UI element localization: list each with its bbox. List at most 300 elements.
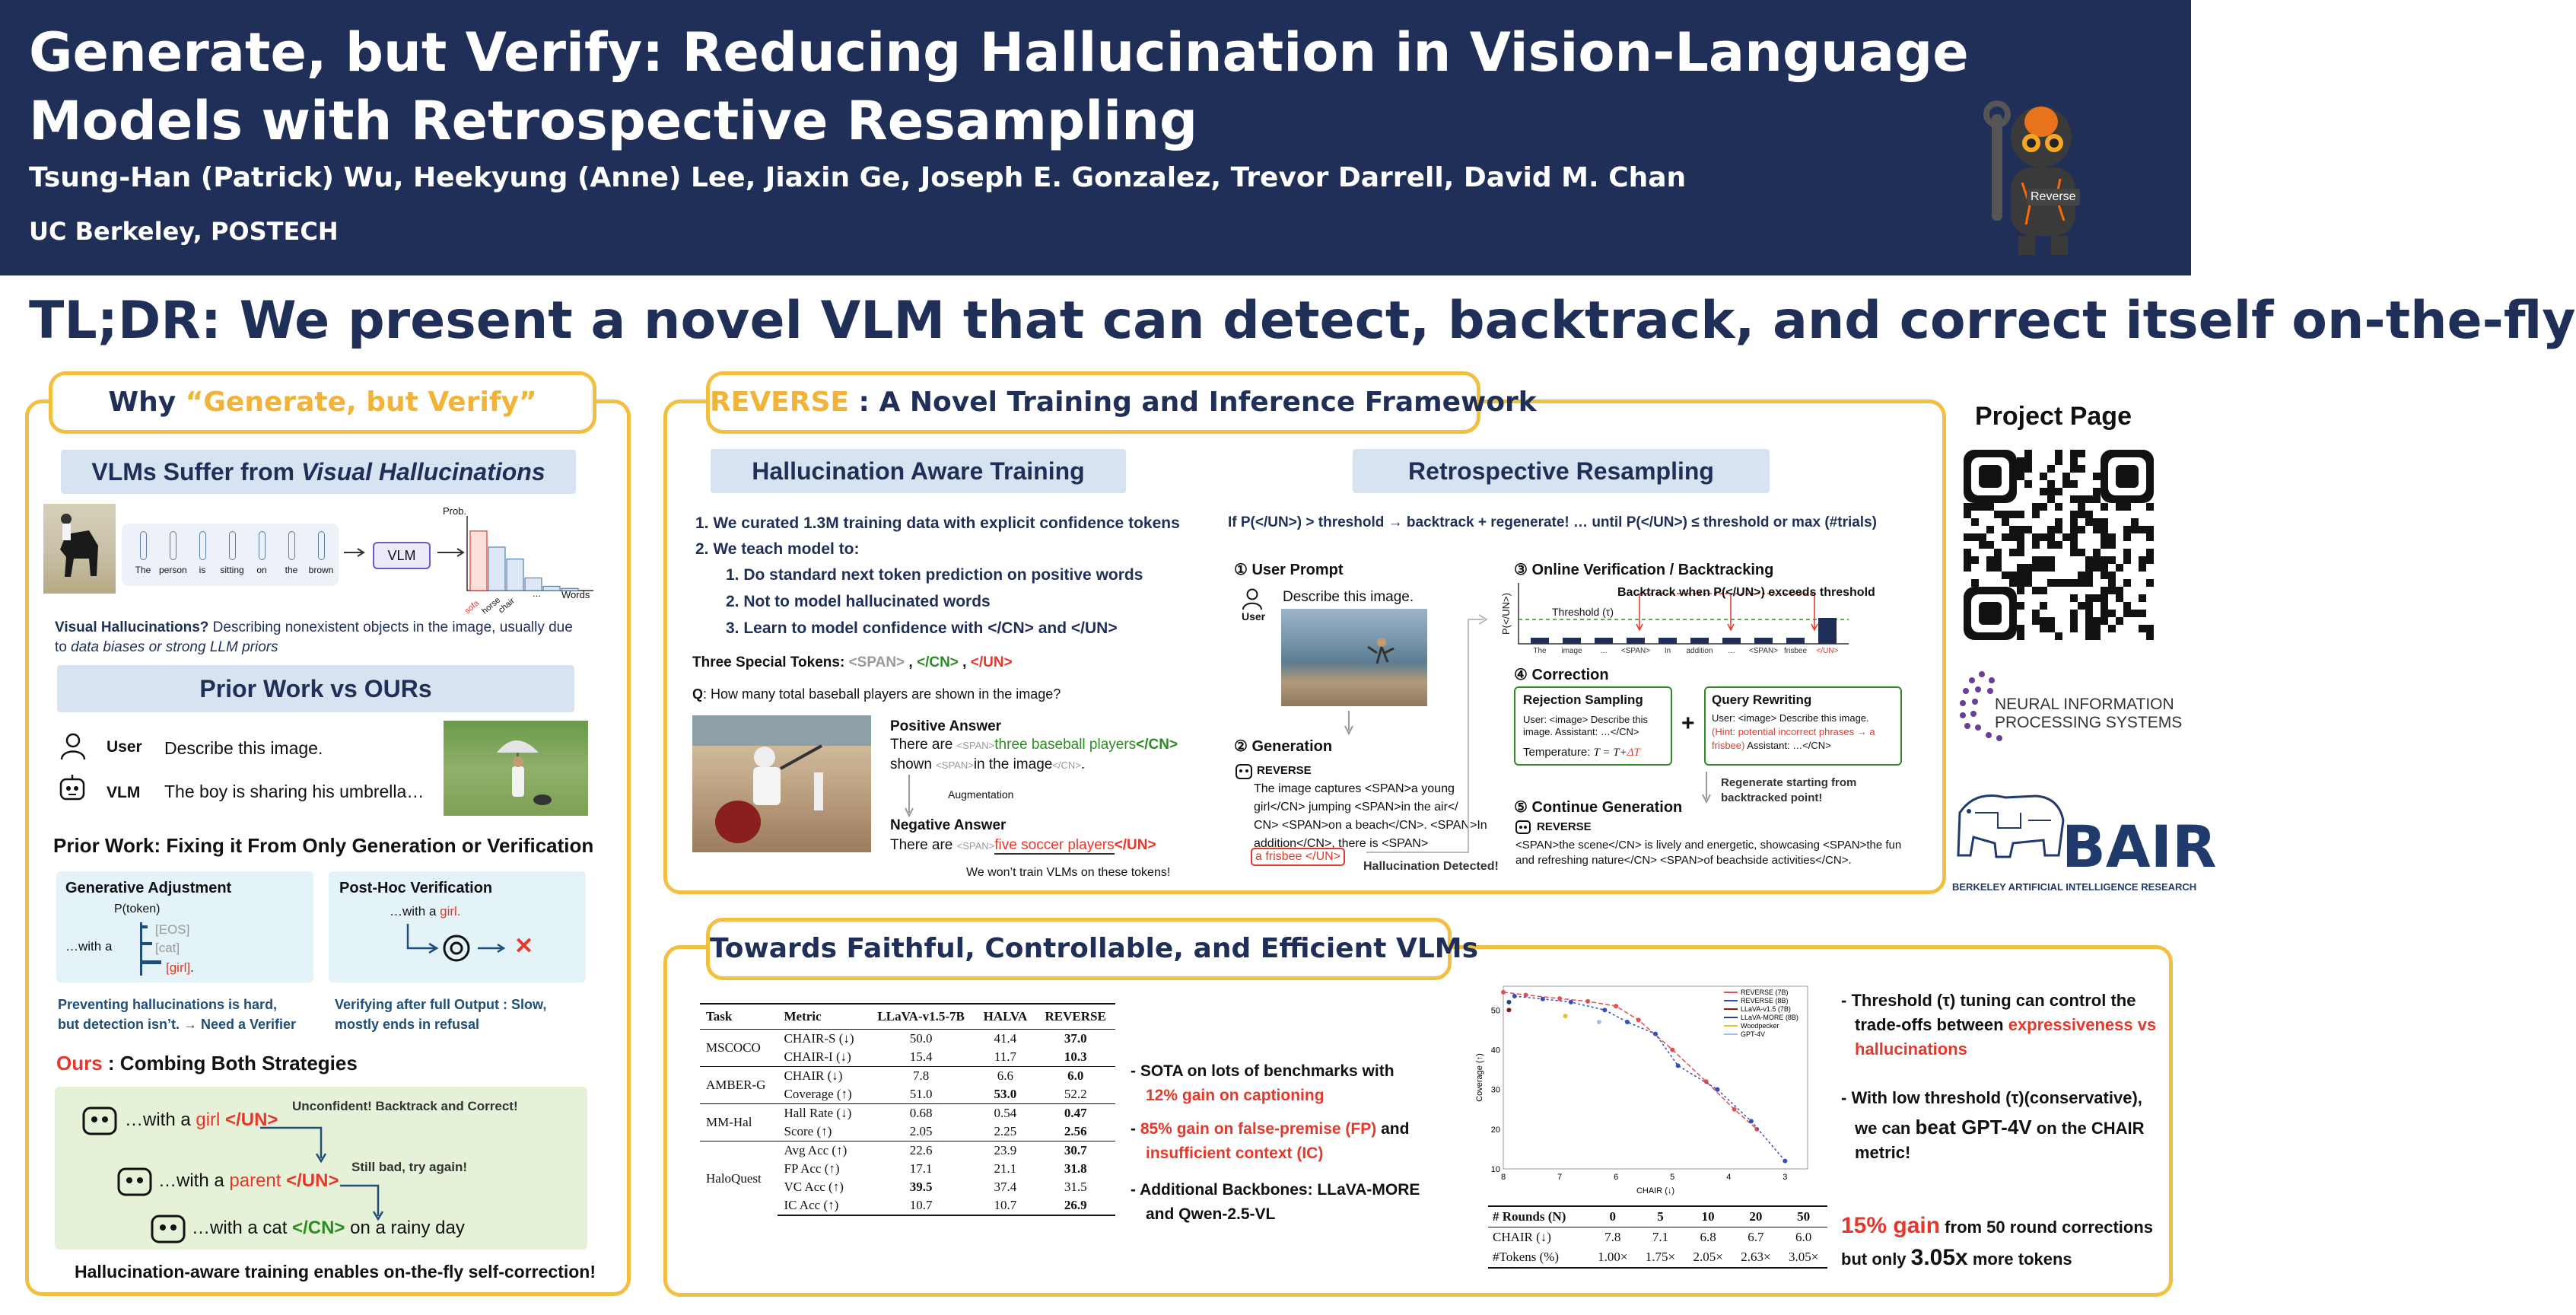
neurips-text-1: NEURAL INFORMATION [1995, 696, 2174, 713]
table-cell: Score (↑) [784, 1124, 832, 1138]
table-cell: CHAIR-I (↓) [784, 1049, 851, 1064]
qr-module [2055, 450, 2062, 457]
post-caption-1: Verifying after full Output : Slow, [335, 997, 547, 1012]
qr-module [2116, 503, 2123, 511]
verify-word-2: … [1600, 647, 1608, 655]
qr-module [2093, 556, 2101, 564]
qr-module [2047, 465, 2055, 473]
qr-module [2032, 610, 2040, 617]
qr-module [2085, 632, 2093, 640]
robot-icon-2 [116, 1164, 154, 1203]
hat-item-2: 2. We teach model to: [695, 540, 860, 558]
verify-word-5: addition [1686, 647, 1713, 655]
rounds-cell: 3.05× [1779, 1247, 1827, 1268]
qr-module [2002, 511, 2009, 518]
pos-c: shown [890, 756, 937, 772]
qr-module [2139, 625, 2146, 632]
table-row [700, 1141, 1115, 1161]
qr-module [2116, 617, 2123, 625]
umbrella-photo [444, 721, 588, 816]
gen-text-4: addition</CN>, there is <SPAN> [1254, 837, 1429, 850]
cap-a: Visual Hallucinations? [55, 619, 209, 635]
question [692, 686, 1061, 702]
series-point-0 [1585, 999, 1590, 1004]
table-cell: 17.1 [909, 1161, 933, 1176]
table-cell: Avg Acc (↑) [778, 1141, 867, 1161]
verify-word-0: The [1533, 647, 1547, 655]
task-cell: MSCOCO [700, 1030, 778, 1067]
table-cell: 31.8 [1064, 1161, 1087, 1176]
qr-module [2070, 625, 2078, 632]
mascot-label: Reverse [2027, 189, 2080, 205]
qr-finder-inner-1 [2116, 465, 2139, 488]
why-title-a: Why [108, 387, 186, 418]
qr-module [2108, 541, 2116, 549]
step5-title: ⑤ Continue Generation [1514, 799, 1683, 816]
qr-module [1994, 556, 2002, 564]
qr-module [2002, 533, 2009, 541]
qr-module [2078, 503, 2085, 511]
qr-module [2085, 572, 2093, 579]
bullet-2: - 85% gain on false-premise (FP) and [1131, 1120, 1410, 1138]
qr-module [2108, 587, 2116, 594]
table-header-cell: LLaVA-v1.5-7B [867, 1004, 975, 1030]
right-1b [1841, 1015, 2156, 1035]
qr-module [2078, 549, 2085, 556]
table-cell: 30.7 [1035, 1141, 1115, 1161]
poster-title: Generate, but Verify: Reducing Hallucination in Vision-Language Models with Retrospective Resampling [29, 21, 1969, 152]
series-point-1 [1512, 994, 1517, 998]
table-cell: FP Acc (↑) [784, 1161, 840, 1176]
right-1a: - Threshold (τ) tuning can control the [1841, 991, 2136, 1010]
gen-text-3: CN> <SPAN>on a beach</CN>. <SPAN>In [1254, 819, 1487, 832]
verify-word-9: </UN> [1816, 647, 1839, 655]
qr-module [2085, 594, 2093, 602]
qr-a: User: <image> Describe this image. [1712, 712, 1869, 724]
why-panel-title [49, 371, 596, 434]
pos-line-1 [890, 737, 1178, 753]
qr-module [2070, 511, 2078, 518]
qr-module [2040, 533, 2047, 541]
qr-module [2047, 625, 2055, 632]
step-line-1 [125, 1110, 278, 1131]
pos-cn: </CN> [1136, 737, 1178, 753]
neg-line [890, 837, 1156, 854]
vlm-message: The boy is sharing his umbrella… [164, 782, 425, 801]
qr-module [2009, 526, 2017, 533]
cap-c: to [55, 639, 72, 655]
posthoc-arrow-2 [478, 942, 508, 958]
qr-module [2085, 602, 2093, 610]
series-point-0 [1732, 1107, 1737, 1112]
special-tokens [692, 654, 1013, 671]
qr-module [2055, 503, 2062, 511]
rounds-cell: 6.8 [1700, 1230, 1716, 1244]
qr-module [2123, 602, 2131, 610]
regen-2: backtracked point! [1721, 791, 1823, 804]
task-cell: HaloQuest [700, 1141, 778, 1216]
series-point-1 [1749, 1119, 1754, 1123]
table-cell: 52.2 [1064, 1087, 1087, 1101]
qr-module [2116, 594, 2123, 602]
qr-module [2024, 480, 2032, 488]
why-title-b: “Generate, but Verify” [185, 387, 537, 418]
legend-label-1: REVERSE (8B) [1741, 997, 1789, 1005]
down-arrow-2 [1701, 772, 1712, 809]
series-line-0 [1503, 992, 1757, 1129]
step1-title: ① User Prompt [1234, 562, 1344, 578]
qr-module [2123, 556, 2131, 564]
prior-heading: Prior Work: Fixing it From Only Generation or Verification [53, 834, 594, 857]
user-label: User [107, 738, 142, 756]
qr-module [2139, 556, 2146, 564]
token-box-5 [288, 531, 295, 560]
qr-module [2017, 457, 2024, 465]
right-2e: metric! [1855, 1143, 1911, 1162]
qr-module [2070, 617, 2078, 625]
rej-temp-b: ΔT [1627, 747, 1640, 759]
qr-module [2101, 503, 2108, 511]
plus-sign: + [1681, 711, 1695, 736]
qr-module [2055, 579, 2062, 587]
p-un-label: P(</UN>) [1500, 593, 1512, 635]
qr-module [1964, 564, 1971, 572]
pos-cn2: </CN> [1052, 759, 1081, 771]
qr-module [2017, 625, 2024, 632]
qr-module [2047, 480, 2055, 488]
qr-module [2017, 526, 2024, 533]
table-cell: 10.7 [867, 1196, 975, 1215]
r3-a: 15% gain [1841, 1213, 1941, 1238]
qr-module [2070, 549, 2078, 556]
tok-cn: </CN> [916, 654, 959, 670]
r1-b: trade-offs between [1855, 1015, 2008, 1034]
s2-a: …with a [158, 1170, 230, 1191]
authors: Tsung-Han (Patrick) Wu, Heekyung (Anne) Lee, Jiaxin Ge, Joseph E. Gonzalez, Trevor Darrell, David M. Chan [29, 162, 1687, 193]
tldr: TL;DR: We present a novel VLM that can detect, backtrack, and correct itself on-the-fly [29, 291, 2576, 351]
qr-module [2085, 495, 2093, 503]
qr-module [2040, 587, 2047, 594]
qr-module [2055, 632, 2062, 640]
x-tick-label: 4 [1726, 1173, 1732, 1182]
token-1 [159, 531, 186, 575]
qr-module [2009, 579, 2017, 587]
rounds-cell: 5 [1636, 1206, 1684, 1227]
token-box-1 [170, 531, 177, 560]
y-axis-label: Coverage (↑) [1475, 1053, 1484, 1102]
qr-module [2070, 465, 2078, 473]
r1-a: Threshold (τ) tuning can control the [1851, 991, 2136, 1010]
qr-module [2085, 564, 2093, 572]
rounds-cell: 6.7 [1748, 1230, 1764, 1244]
gen-text-1: The image captures <SPAN>a young [1254, 782, 1455, 795]
robot-icon-3 [149, 1212, 187, 1250]
qr-module [1986, 541, 1994, 549]
qr-module [2017, 572, 2024, 579]
qr-module [1971, 503, 1979, 511]
s2-c: </UN> [281, 1170, 339, 1191]
token-5 [278, 531, 305, 575]
table-row [700, 1030, 1115, 1049]
ours-heading [56, 1052, 358, 1075]
special-label: Three Special Tokens: [692, 654, 849, 670]
qr-module [2146, 533, 2154, 541]
qr-module [2070, 526, 2078, 533]
arrow-to-prob [437, 546, 468, 559]
qr-module [2139, 526, 2146, 533]
bullet-3: - Additional Backbones: LLaVA-MORE [1131, 1181, 1420, 1199]
qr-module [2101, 602, 2108, 610]
qr-c: frisbee) [1712, 740, 1745, 751]
comma-1: , [905, 654, 917, 670]
series-point-1 [1676, 1063, 1681, 1068]
right-3a [1841, 1213, 2153, 1239]
table-cell: IC Acc (↑) [778, 1196, 867, 1215]
table-cell: 50.0 [867, 1030, 975, 1049]
qr-module [2146, 549, 2154, 556]
verify-bar-9 [1818, 618, 1837, 644]
qr-module [2078, 495, 2085, 503]
step2-title: ② Generation [1234, 738, 1333, 755]
qr-module [2040, 473, 2047, 480]
qr-module [2070, 541, 2078, 549]
qr-module [1971, 533, 1979, 541]
qr-module [2047, 541, 2055, 549]
table-row [700, 1104, 1115, 1123]
qr-module [2085, 610, 2093, 617]
qr-module [2047, 495, 2055, 503]
qr-module [2040, 602, 2047, 610]
gen-with: …with a [65, 939, 113, 954]
qr-module [1986, 564, 1994, 572]
legend-label-0: REVERSE (7B) [1741, 989, 1789, 996]
verify-word-4: In [1664, 647, 1671, 655]
qr-module [2093, 518, 2101, 526]
token-label-5: the [285, 565, 298, 575]
table-cell: 41.4 [975, 1030, 1035, 1049]
qr-module [2146, 503, 2154, 511]
qr-module [2047, 579, 2055, 587]
verify-bar-6 [1722, 638, 1741, 644]
qr-module [2009, 533, 2017, 541]
regen-1: Regenerate starting from [1721, 776, 1857, 789]
b1-a: SOTA on lots of benchmarks with [1140, 1062, 1395, 1080]
step3-title: ③ Online Verification / Backtracking [1514, 562, 1774, 578]
s1-b: girl [196, 1110, 221, 1130]
s1-c: </UN> [220, 1110, 278, 1130]
table-cell: Coverage (↑) [784, 1087, 852, 1101]
qr-module [2101, 610, 2108, 617]
table-cell: 0.47 [1035, 1104, 1115, 1123]
step-line-2 [158, 1170, 339, 1192]
qr-module [2093, 488, 2101, 495]
s3-c: on a rainy day [345, 1218, 465, 1238]
qr-module [1986, 526, 1994, 533]
qr-module [2047, 526, 2055, 533]
table-cell: 2.56 [1064, 1124, 1087, 1138]
gen-adjust-title: Generative Adjustment [65, 880, 232, 896]
table-cell: 7.8 [867, 1067, 975, 1086]
qr-module [2040, 625, 2047, 632]
baseball-photo [692, 715, 871, 852]
token-3 [218, 531, 246, 575]
right-2b [1855, 1116, 2145, 1139]
qr-module [2078, 450, 2085, 457]
rounds-row [1488, 1247, 1827, 1268]
verify-word-6: … [1728, 647, 1735, 655]
right-2a: - With low threshold (τ)(conservative), [1841, 1088, 2142, 1107]
gen-text-2: girl</CN> jumping <SPAN>in the air</ [1254, 801, 1458, 814]
pos-line-2 [890, 756, 1085, 773]
qr-module [2131, 526, 2139, 533]
qr-module [2024, 572, 2032, 579]
qr-module [2108, 610, 2116, 617]
qr-module [2093, 625, 2101, 632]
rounds-cell: 7.8 [1604, 1230, 1621, 1244]
table-cell: 2.05 [909, 1124, 933, 1138]
qr-module [2108, 556, 2116, 564]
token-box-2 [199, 531, 206, 560]
r3-e: more tokens [1967, 1250, 2072, 1269]
y-tick-label: 50 [1490, 1006, 1500, 1016]
qr-title: Query Rewriting [1712, 693, 1812, 707]
series-point-1 [1602, 1008, 1607, 1012]
robot-icon-1 [81, 1103, 119, 1142]
qr-module [2093, 617, 2101, 625]
table-cell: 26.9 [1035, 1196, 1115, 1215]
r1-c: expressiveness vs [2008, 1015, 2157, 1034]
vlm-label: VLM [107, 784, 141, 801]
rounds-cell: 50 [1779, 1206, 1827, 1227]
table-cell: Hall Rate (↓) [778, 1104, 867, 1123]
ours-a: Ours [56, 1052, 103, 1075]
table-header-cell: Metric [778, 1004, 867, 1030]
reverse-panel-title [706, 371, 1537, 434]
table-cell: 23.9 [975, 1141, 1035, 1161]
step1-msg: Describe this image. [1283, 589, 1414, 605]
comma-2: , [958, 654, 971, 670]
gen-girl: [girl] [166, 960, 191, 975]
qr-module [1979, 533, 1986, 541]
qr-module [2108, 625, 2116, 632]
table-cell: 6.0 [1035, 1067, 1115, 1086]
y-tick-label: 20 [1490, 1125, 1500, 1135]
token-4 [248, 531, 275, 575]
qr-module [2078, 579, 2085, 587]
prob-bar-0 [470, 531, 487, 591]
rej-a: User: <image> Describe this [1523, 714, 1649, 725]
qr-module [2024, 450, 2032, 457]
qr-module [1964, 556, 1971, 564]
s2-b: parent [229, 1170, 281, 1191]
hallu-word-sofa: sofa [463, 598, 482, 616]
no-train-note: We won’t train VLMs on these tokens! [966, 866, 1171, 879]
halluc-detected: Hallucination Detected! [1363, 860, 1499, 873]
tok-un: </UN> [970, 654, 1013, 670]
rr-heading: Retrospective Resampling [1353, 449, 1770, 493]
rej-temp-label: Temperature: [1523, 746, 1594, 759]
qr-module [1964, 503, 1971, 511]
post-girl: girl. [440, 904, 461, 919]
backtrack-when: Backtrack when P(</UN>) exceeds threshold [1617, 586, 1875, 599]
post-caption-2: mostly ends in refusal [335, 1017, 480, 1032]
qr-module [2101, 617, 2108, 625]
posthoc-with [390, 904, 461, 919]
legend-label-2: LLaVA-v1.5 (7B) [1741, 1005, 1791, 1013]
sub1-a: VLMs Suffer from [91, 458, 301, 486]
qr-module [2047, 488, 2055, 495]
rej-title: Rejection Sampling [1523, 693, 1643, 707]
rounds-cell: 1.00× [1589, 1247, 1636, 1268]
qr-c-line [1712, 740, 1831, 751]
qr-module [2017, 533, 2024, 541]
pos-a: There are [890, 737, 957, 753]
qr-module [2131, 610, 2139, 617]
prob-bar-chart [464, 516, 601, 598]
verify-bar-2 [1595, 638, 1613, 644]
qr-module [2101, 587, 2108, 594]
series-point-0 [1614, 1004, 1618, 1008]
qr-module [2017, 587, 2024, 594]
qr-module [2146, 632, 2154, 640]
legend-label-4: Woodpecker [1741, 1022, 1779, 1030]
rej-b: image. Assistant: …</CN> [1523, 726, 1639, 737]
qr-module [2123, 610, 2131, 617]
table-header-cell: HALVA [975, 1004, 1035, 1030]
qr-module [2093, 495, 2101, 503]
qr-module [2070, 457, 2078, 465]
qr-module [2146, 556, 2154, 564]
gen-dot: . [190, 960, 194, 975]
rounds-row [1488, 1206, 1827, 1227]
hat-item-2b: 2. Not to model hallucinated words [726, 593, 991, 610]
qr-module [2024, 564, 2032, 572]
qr-module [1979, 503, 1986, 511]
series-point-2 [1506, 1008, 1511, 1012]
qr-module [2116, 587, 2123, 594]
qr-module [2101, 564, 2108, 572]
qr-module [2131, 518, 2139, 526]
verify-bar-4 [1658, 638, 1677, 644]
qr-module [1986, 556, 1994, 564]
table-cell: 22.6 [867, 1141, 975, 1161]
qr-module [2062, 480, 2070, 488]
coverage-chair-chart [1473, 971, 1830, 1199]
task-cell: AMBER-G [700, 1067, 778, 1104]
r2-b: we can [1855, 1119, 1916, 1138]
frisbee-box: a frisbee </UN> [1251, 848, 1345, 866]
qr-module [2017, 473, 2024, 480]
openai-icon [440, 931, 473, 969]
rounds-cell: # Rounds (N) [1488, 1206, 1589, 1227]
bair-sub: BERKELEY ARTIFICIAL INTELLIGENCE RESEARCH [1952, 881, 2197, 893]
qr-module [2101, 594, 2108, 602]
cont-rev-name: REVERSE [1537, 820, 1592, 833]
s3-b: </CN> [292, 1218, 345, 1238]
series-point-4 [1563, 1014, 1567, 1018]
qr-module [2047, 533, 2055, 541]
rounds-cell: 1.75× [1636, 1247, 1684, 1268]
qr-module [2146, 625, 2154, 632]
x-tick-label: 3 [1783, 1173, 1788, 1182]
robot-icon-5 [1514, 819, 1532, 839]
token-label-4: on [256, 565, 267, 575]
qr-module [2085, 579, 2093, 587]
rounds-cell: 6.0 [1795, 1230, 1812, 1244]
why-subheading-1 [61, 450, 576, 494]
rounds-cell: 2.63× [1732, 1247, 1780, 1268]
table-header-row [700, 1004, 1115, 1030]
